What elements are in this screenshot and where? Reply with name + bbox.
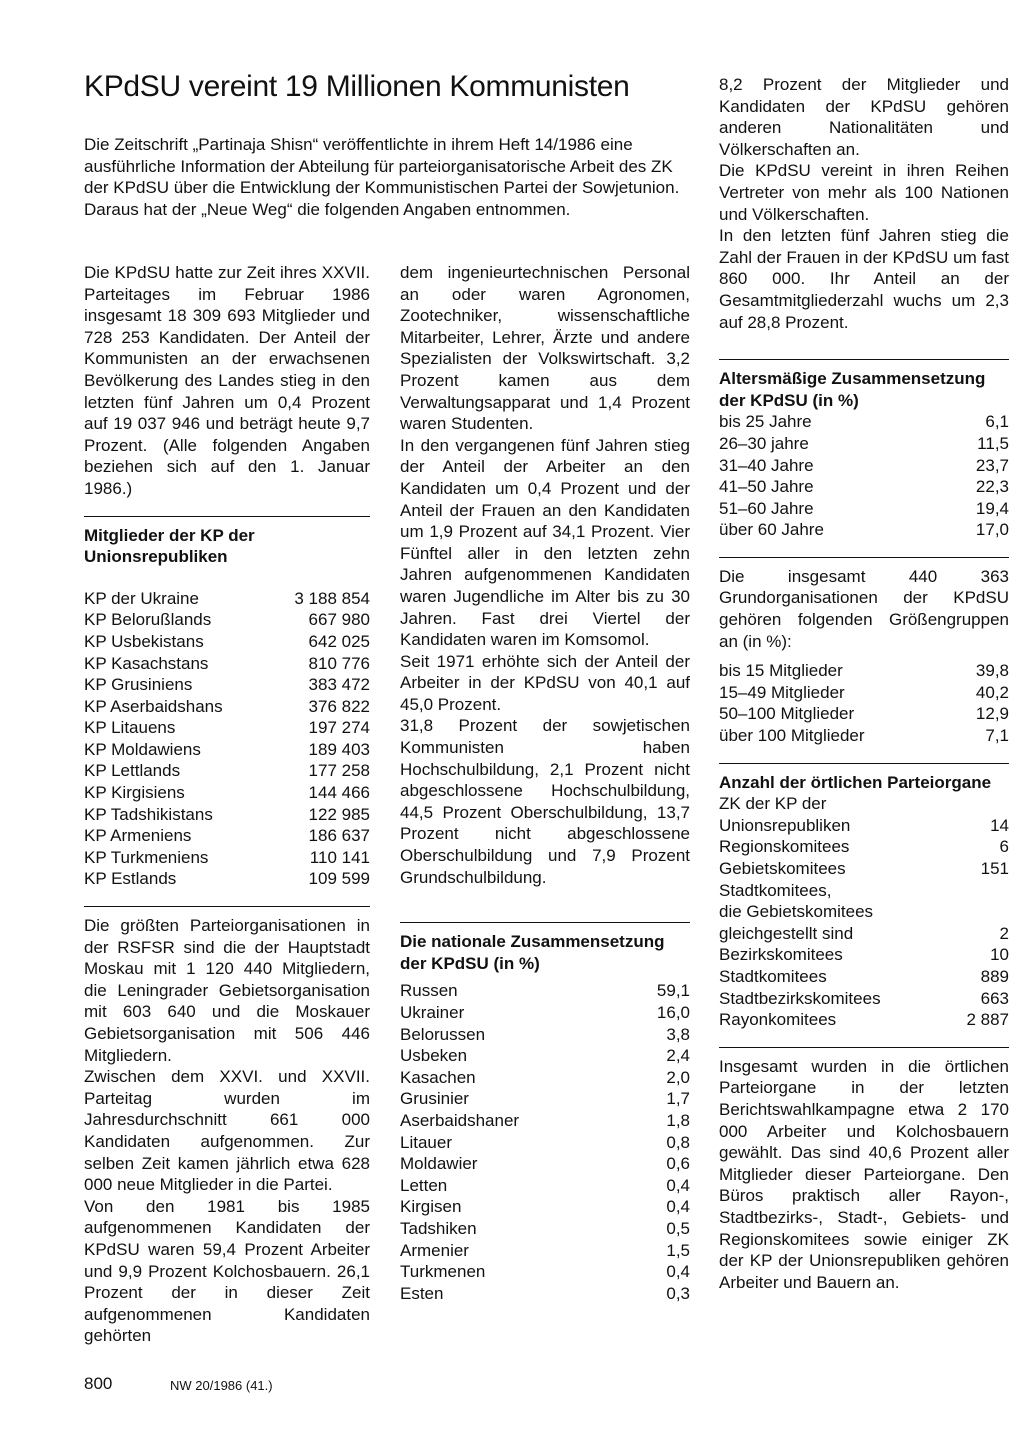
- row-value: 1,7: [666, 1089, 690, 1109]
- divider: [84, 516, 370, 517]
- table-row: [719, 498, 1009, 520]
- row-value: 177 258: [308, 761, 370, 781]
- table-row: [84, 631, 370, 653]
- table-row: [719, 793, 1009, 815]
- row-label: über 100 Mitglieder: [719, 726, 865, 746]
- row-label: KP Tadshikistans: [84, 804, 213, 824]
- divider: [719, 1047, 1009, 1048]
- row-label: Armenier: [400, 1240, 469, 1260]
- row-label: Turkmenen: [400, 1262, 486, 1282]
- row-value: 3,8: [666, 1024, 690, 1044]
- members-table: [84, 588, 370, 890]
- row-label: 31–40 Jahre: [719, 455, 814, 475]
- row-label: Stadtkomitees,: [719, 880, 832, 900]
- table-row: [84, 609, 370, 631]
- row-value: 6,1: [985, 412, 1009, 432]
- row-label: Unionsrepubliken: [719, 815, 851, 835]
- article-title: KPdSU vereint 19 Millionen Kommunisten: [84, 70, 630, 103]
- table-row: [84, 717, 370, 739]
- table-row: [400, 1261, 690, 1283]
- row-label: bis 25 Jahre: [719, 412, 812, 432]
- divider: [719, 557, 1009, 558]
- row-value: 667 980: [308, 610, 370, 630]
- row-value: 2 887: [966, 1010, 1009, 1030]
- row-value: 10: [990, 945, 1009, 965]
- row-label: KP Moldawiens: [84, 739, 201, 759]
- table-row: [84, 696, 370, 718]
- row-label: Russen: [400, 981, 458, 1001]
- row-label: KP Litauens: [84, 718, 176, 738]
- row-value: 14: [990, 815, 1009, 835]
- table-row: [400, 1240, 690, 1262]
- row-label: 41–50 Jahre: [719, 477, 814, 497]
- row-value: 7,1: [985, 726, 1009, 746]
- table-row: [84, 739, 370, 761]
- page-number: 800: [84, 1374, 113, 1393]
- paragraph: Die größten Parteiorganisationen in der RSFSR sind die der Hauptstadt Moskau mit 1 120 440 Mitgliedern, die Leningrader Gebietsorganisation mit 603 640 und die Moskauer Gebietsorganisation mit 506 446 Mitgliedern.: [84, 916, 370, 1065]
- table-row: [719, 682, 1009, 704]
- column-2: [400, 262, 690, 1304]
- table-row: [719, 455, 1009, 477]
- row-label: KP Grusiniens: [84, 675, 193, 695]
- table-row: [719, 858, 1009, 880]
- table-row: [400, 1132, 690, 1154]
- table-row: [719, 703, 1009, 725]
- row-label: Aserbaidshaner: [400, 1110, 520, 1130]
- row-value: 0,6: [666, 1154, 690, 1174]
- table-row: [719, 944, 1009, 966]
- row-value: 197 274: [308, 718, 370, 738]
- paragraph: Die KPdSU hatte zur Zeit ihres XXVII. Parteitages im Februar 1986 insgesamt 18 309 693 Mitglieder und 728 253 Kandidaten. Der Anteil der Kommunisten an der erwachsenen Bevölkerung des Landes stieg in den letzten fünf Jahren um 0,4 Prozent auf 19 037 946 und beträgt heute 9,7 Prozent. (Alle folgenden Angaben beziehen sich auf den 1. Januar 1986.): [84, 263, 370, 498]
- row-label: Kasachen: [400, 1067, 476, 1087]
- row-value: 22,3: [975, 477, 1009, 497]
- divider: [719, 359, 1009, 360]
- column-1: [84, 262, 370, 1347]
- row-value: 186 637: [308, 826, 370, 846]
- table-row: [400, 1002, 690, 1024]
- row-label: über 60 Jahre: [719, 520, 824, 540]
- row-value: 0,8: [666, 1132, 690, 1152]
- row-label: Stadtkomitees: [719, 966, 827, 986]
- row-value: 663: [980, 988, 1009, 1008]
- table-title: Altersmäßige Zusammensetzung der KPdSU (in %): [719, 369, 986, 410]
- table-row: [84, 804, 370, 826]
- row-value: 17,0: [975, 520, 1009, 540]
- table-row: [84, 674, 370, 696]
- row-label: KP Lettlands: [84, 761, 181, 781]
- table-row: [84, 782, 370, 804]
- table-row: [719, 1009, 1009, 1031]
- table-row: [84, 588, 370, 610]
- table-row: [84, 847, 370, 869]
- row-label: KP Turkmeniens: [84, 847, 209, 867]
- table-row: [719, 923, 1009, 945]
- organs-table: [719, 793, 1009, 1031]
- row-label: Stadtbezirkskomitees: [719, 988, 881, 1008]
- row-label: Bezirkskomitees: [719, 945, 843, 965]
- paragraph: dem ingenieurtechnischen Personal an oder waren Agronomen, Zootechniker, wissenschaftliche Mitarbeiter, Lehrer, Ärzte und andere Spezialisten der Volkswirtschaft. 3,2 Prozent kamen aus dem Verwaltungsapparat und 1,4 Prozent waren Studenten.: [400, 263, 690, 434]
- row-label: 51–60 Jahre: [719, 498, 814, 518]
- table-row: [84, 760, 370, 782]
- row-value: 109 599: [308, 869, 370, 889]
- group-size-table: [719, 660, 1009, 746]
- table-row: [400, 1196, 690, 1218]
- row-label: KP der Ukraine: [84, 588, 199, 608]
- row-label: bis 15 Mitglieder: [719, 661, 843, 681]
- row-value: 2,4: [666, 1046, 690, 1066]
- row-label: 26–30 jahre: [719, 433, 809, 453]
- table-row: [400, 1153, 690, 1175]
- table-row: [719, 988, 1009, 1010]
- table-row: [400, 1045, 690, 1067]
- row-value: 1,8: [666, 1110, 690, 1130]
- table-row: [400, 1175, 690, 1197]
- row-value: 642 025: [308, 631, 370, 651]
- table-row: [400, 980, 690, 1002]
- row-label: Belorussen: [400, 1024, 486, 1044]
- paragraph: Die insgesamt 440 363 Grundorganisationen der KPdSU gehören folgenden Größengruppen an (in %):: [719, 566, 1009, 651]
- table-row: [719, 519, 1009, 541]
- row-value: 0,4: [666, 1197, 690, 1217]
- table-row: [400, 1283, 690, 1305]
- row-value: 19,4: [975, 498, 1009, 518]
- paragraph: Die KPdSU vereint in ihren Reihen Vertreter von mehr als 100 Nationen und Völkerschaften.: [719, 161, 1009, 224]
- row-label: KP Kirgisiens: [84, 783, 185, 803]
- row-label: KP Kasachstans: [84, 653, 209, 673]
- paragraph: 31,8 Prozent der sowjetischen Kommunisten haben Hochschulbildung, 2,1 Prozent nicht abgeschlossene Hochschulbildung, 44,5 Prozent Oberschulbildung, 13,7 Prozent nicht abgeschlossene Oberschulbildung und 7,9 Prozent Grundschulbildung.: [400, 716, 690, 887]
- row-value: 3 188 854: [294, 588, 370, 608]
- row-value: 122 985: [308, 804, 370, 824]
- row-label: KP Aserbaidshans: [84, 696, 223, 716]
- table-row: [719, 476, 1009, 498]
- row-label: Gebietskomitees: [719, 859, 846, 878]
- row-value: 383 472: [308, 675, 370, 695]
- row-value: 12,9: [975, 704, 1009, 724]
- row-label: Grusinier: [400, 1089, 469, 1109]
- table-row: [719, 660, 1009, 682]
- row-label: KP Usbekistans: [84, 631, 204, 651]
- table-row: [719, 433, 1009, 455]
- row-value: 2: [999, 923, 1009, 943]
- column-3: [719, 74, 1009, 1293]
- row-value: 1,5: [666, 1240, 690, 1260]
- table-title: Mitglieder der KP der Unionsrepubliken: [84, 525, 255, 567]
- row-value: 40,2: [975, 682, 1009, 702]
- paragraph: Von den 1981 bis 1985 aufgenommenen Kandidaten der KPdSU waren 59,4 Prozent Arbeiter und 9,9 Prozent Kolchosbauern. 26,1 Prozent der in dieser Zeit aufgenommenen Kandidaten gehörten: [84, 1196, 370, 1346]
- row-value: 6: [999, 837, 1009, 857]
- row-label: KP Estlands: [84, 869, 177, 889]
- age-table: [719, 411, 1009, 541]
- row-value: 23,7: [975, 455, 1009, 475]
- paragraph: Insgesamt wurden in die örtlichen Parteiorgane in der letzten Berichtswahlkampagne etwa 2 170 000 Arbeiter und Kolchosbauern gewählt. Das sind 40,6 Prozent aller Mitglieder dieser Parteiorgane. Den Büros praktisch aller Rayon-, Stadtbezirks-, Stadt-, Gebiets- und Regionskomitees sowie einiger ZK der KP der Unionsrepubliken gehören Arbeiter und Bauern an.: [719, 1056, 1009, 1292]
- row-label: Rayonkomitees: [719, 1010, 837, 1030]
- table-title: Die nationale Zusammensetzung der KPdSU (in %): [400, 932, 665, 973]
- intro-paragraph: Die Zeitschrift „Partinaja Shisn“ veröffentlichte in ihrem Heft 14/1986 eine ausführliche Information der Abteilung für parteiorganisatorische Arbeit des ZK der KPdSU über die Entwicklung der Kommunistischen Partei der Sowjetunion. Daraus hat der „Neue Weg“ die folgenden Angaben entnommen.: [84, 135, 680, 219]
- row-label: Kirgisen: [400, 1197, 462, 1217]
- row-value: 144 466: [308, 783, 370, 803]
- paragraph: In den vergangenen fünf Jahren stieg der Anteil der Arbeiter an den Kandidaten um 0,4 Prozent und der Anteil der Frauen an den Kandidaten um 1,9 Prozent auf 34,1 Prozent. Vier Fünftel aller in den letzten zehn Jahren aufgenommenen Kandidaten waren Jugendliche im Alter bis zu 30 Jahren. Fast drei Viertel der Kandidaten waren im Komsomol.: [400, 435, 690, 650]
- table-row: [719, 836, 1009, 858]
- table-row: [84, 825, 370, 847]
- row-value: 0,5: [666, 1218, 690, 1238]
- row-value: 11,5: [977, 433, 1009, 453]
- row-value: 889: [980, 966, 1009, 986]
- table-row: [400, 1218, 690, 1240]
- row-value: 16,0: [656, 1003, 690, 1022]
- nationality-table: [400, 980, 690, 1304]
- row-label: Regionskomitees: [719, 837, 850, 857]
- table-row: [719, 411, 1009, 433]
- row-label: ZK der KP der: [719, 794, 827, 814]
- table-row: [400, 1067, 690, 1089]
- table-row: [400, 1088, 690, 1110]
- row-value: 2,0: [666, 1067, 690, 1087]
- divider: [400, 922, 690, 923]
- row-label: Esten: [400, 1283, 444, 1303]
- row-label: KP Belorußlands: [84, 610, 212, 630]
- row-value: 0,3: [666, 1283, 690, 1303]
- table-row: [719, 966, 1009, 988]
- row-value: 189 403: [308, 739, 370, 759]
- issue-label: NW 20/1986 (41.): [170, 1378, 273, 1393]
- row-label: die Gebietskomitees: [719, 902, 874, 922]
- row-label: Letten: [400, 1175, 448, 1195]
- row-label: gleichgestellt sind: [719, 923, 854, 943]
- table-title: Anzahl der örtlichen Parteiorgane: [719, 772, 992, 792]
- paragraph: 8,2 Prozent der Mitglieder und Kandidaten der KPdSU gehören anderen Nationalitäten und Völkerschaften an.: [719, 75, 1009, 159]
- row-label: 15–49 Mitglieder: [719, 682, 845, 702]
- row-value: 151: [980, 859, 1009, 878]
- row-label: Tadshiken: [400, 1218, 477, 1238]
- divider: [719, 763, 1009, 764]
- table-row: [719, 725, 1009, 747]
- row-value: 810 776: [308, 653, 370, 673]
- row-label: Moldawier: [400, 1154, 478, 1174]
- table-row: [400, 1024, 690, 1046]
- paragraph: In den letzten fünf Jahren stieg die Zahl der Frauen in der KPdSU um fast 860 000. Ihr Anteil an der Gesamtmitgliederzahl wuchs um 2,3 auf 28,8 Prozent.: [719, 226, 1009, 332]
- row-value: 376 822: [308, 696, 370, 716]
- row-value: 39,8: [975, 661, 1009, 681]
- table-row: [84, 868, 370, 890]
- row-value: 0,4: [666, 1262, 690, 1282]
- divider: [84, 906, 370, 907]
- row-label: Usbeken: [400, 1046, 468, 1066]
- row-value: 0,4: [666, 1175, 690, 1195]
- table-row: [84, 653, 370, 675]
- row-label: Ukrainer: [400, 1003, 465, 1022]
- paragraph: Zwischen dem XXVI. und XXVII. Parteitag wurden im Jahresdurchschnitt 661 000 Kandidaten aufgenommen. Zur selben Zeit kamen jährlich etwa 628 000 neue Mitglieder in die Partei.: [84, 1067, 370, 1195]
- row-label: Litauer: [400, 1132, 452, 1152]
- table-row: [719, 880, 1009, 902]
- table-row: [719, 815, 1009, 837]
- paragraph: Seit 1971 erhöhte sich der Anteil der Arbeiter in der KPdSU von 40,1 auf 45,0 Prozent.: [400, 651, 690, 714]
- table-row: [400, 1110, 690, 1132]
- row-label: 50–100 Mitglieder: [719, 704, 855, 724]
- row-label: KP Armeniens: [84, 826, 192, 846]
- row-value: 110 141: [309, 847, 370, 867]
- table-row: [719, 901, 1009, 923]
- row-value: 59,1: [656, 981, 690, 1001]
